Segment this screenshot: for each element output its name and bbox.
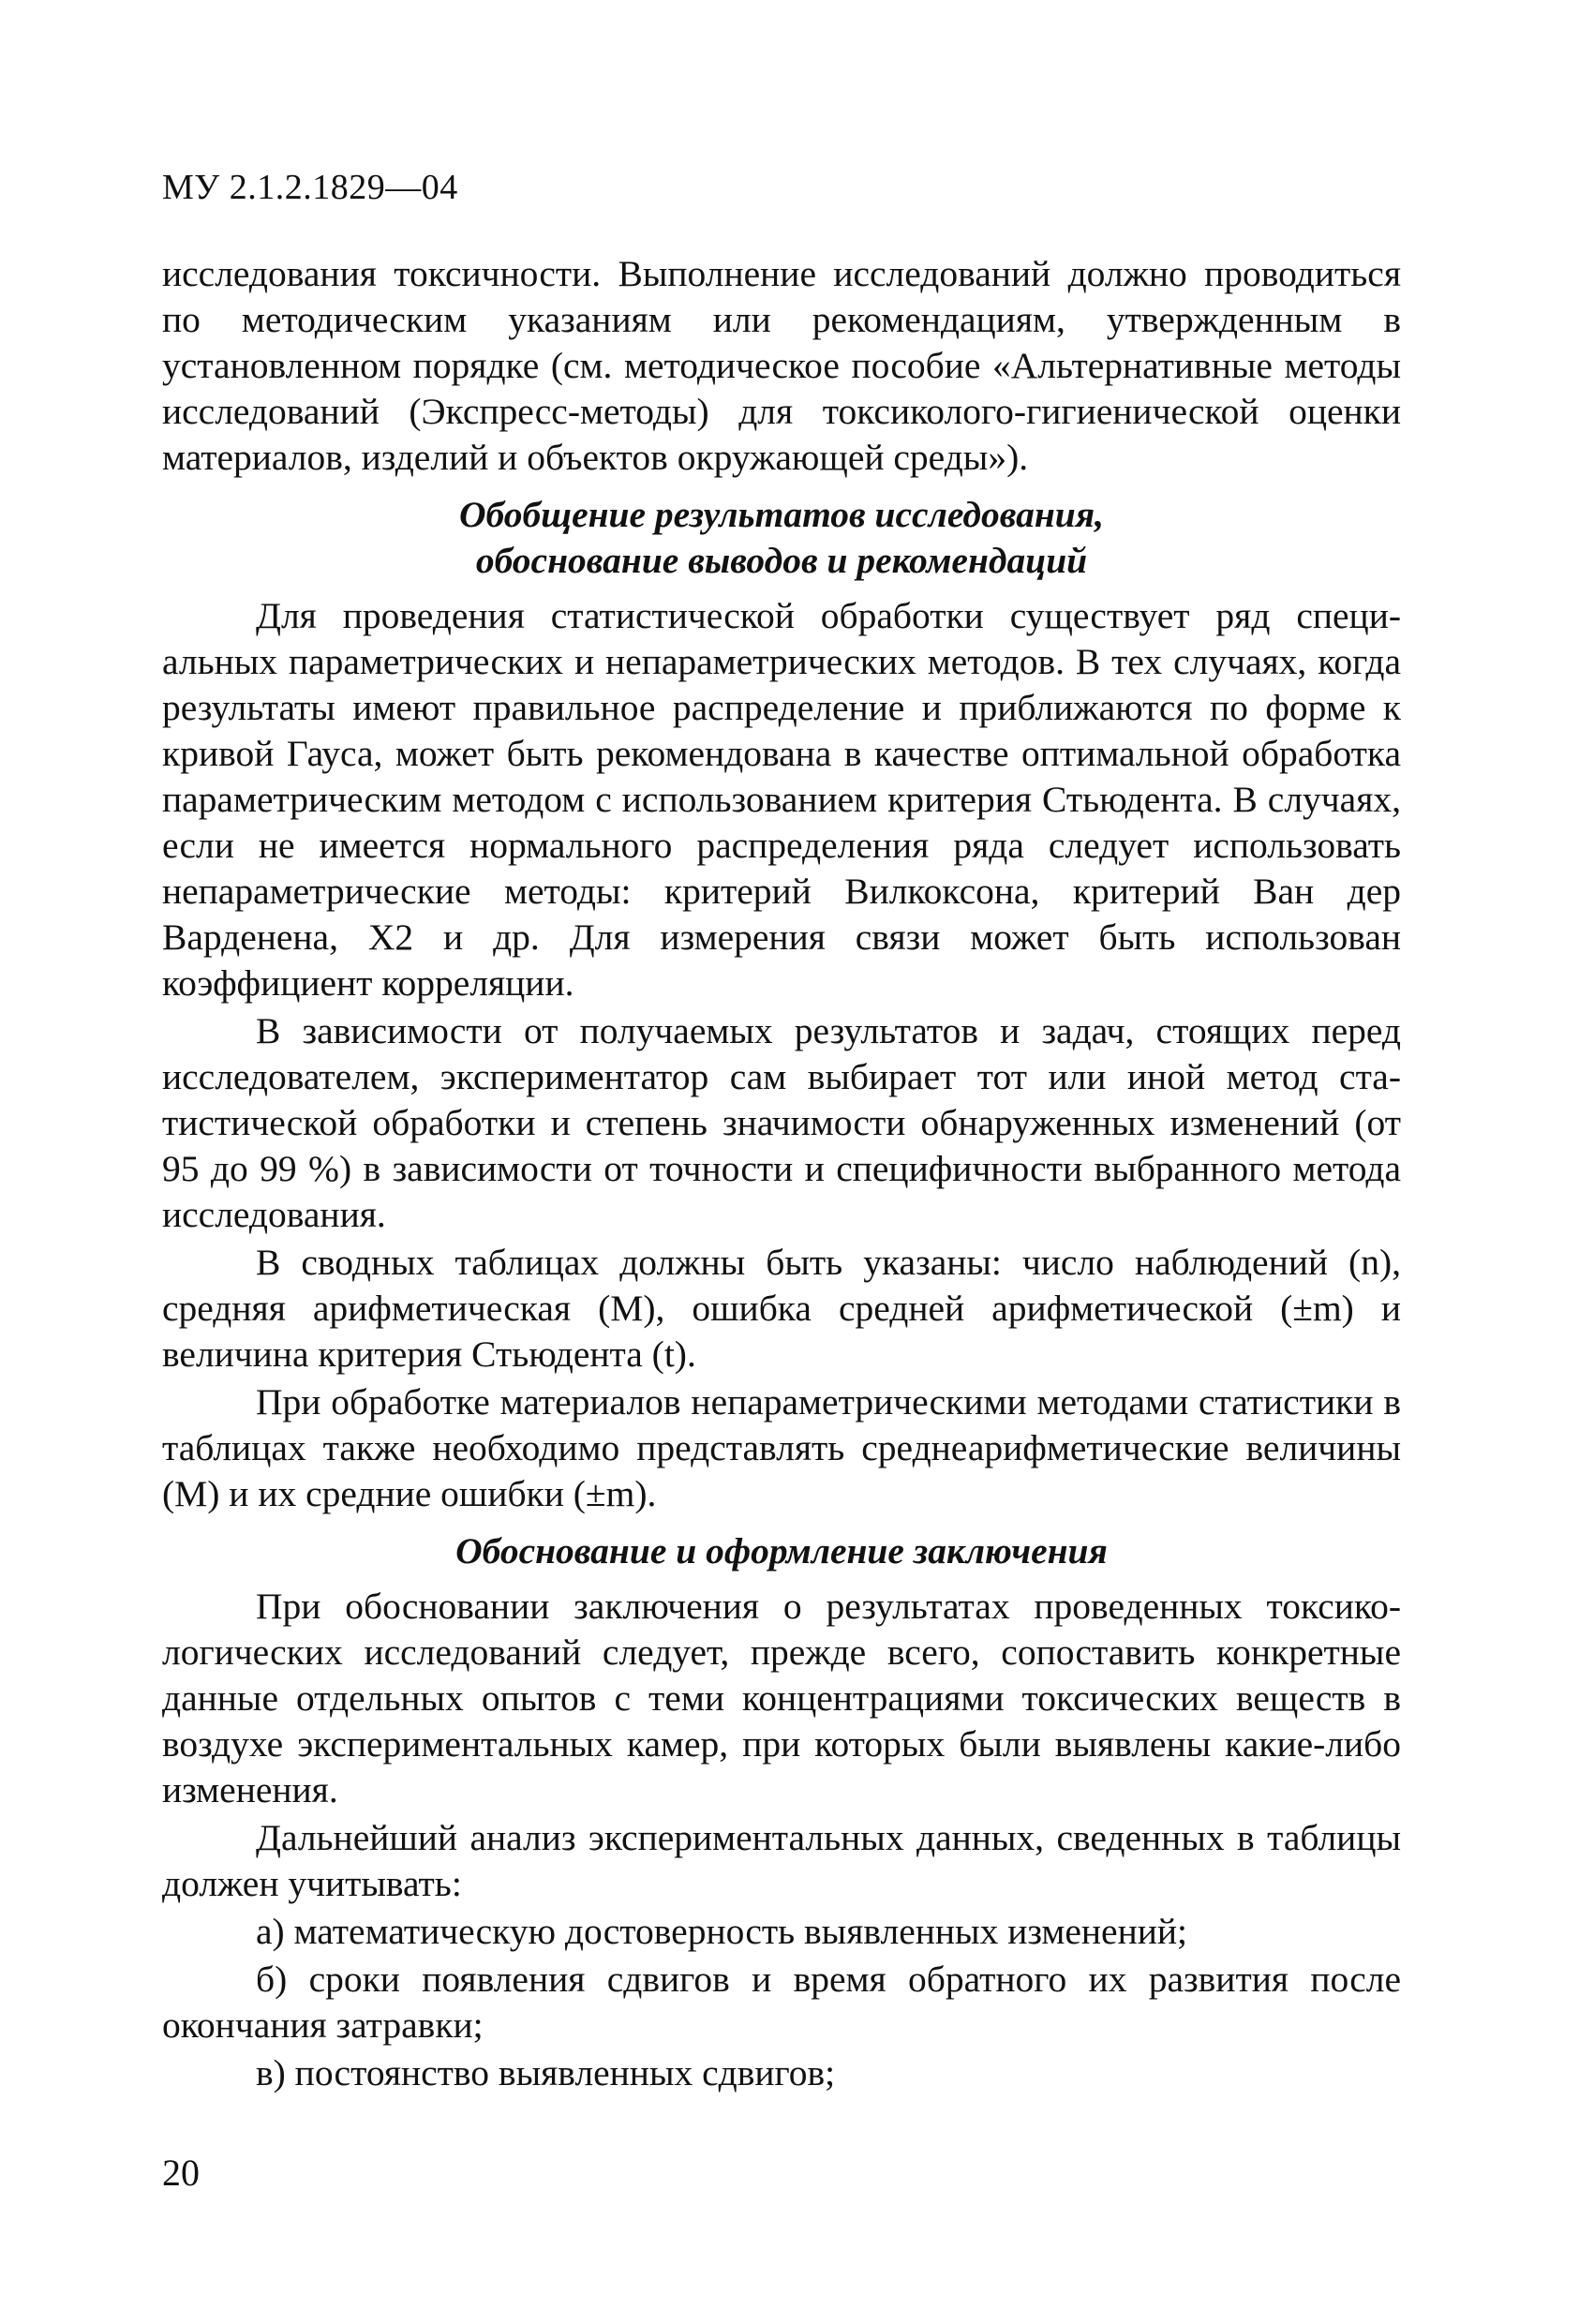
page-number: 20 [162, 2152, 200, 2194]
paragraph-statistical-methods: Для проведения статистической обработки существует ряд специальных параметрических и непараметрических методов. В тех случаях, когда результаты имеют правильное распределение и приближаются по форме к кривой Гауса, может быть рекомендована в качестве оптимальной обработка параметрическим методом с использованием критерия Стьюдента. В случаях, если не имеется нормального распределения ряда следует использовать непараметрические методы: критерий Вилкоксона, критерий Ван дер Варденена, Х2 и др. Для измерения связи может быть использован коэффициент корреляции. [162, 595, 1401, 1004]
section-heading-conclusion: Обоснование и оформление заключения [455, 1530, 1108, 1572]
paragraph-method-choice: В зависимости от получаемых результатов и задач, стоящих перед исследователем, экспериментатор сам выбирает тот или иной метод статистической обработки и степень значимости обнаруженных изменений (от 95 до 99 %) в зависимости от точности и специфичности выбранного метода исследования. [162, 1010, 1401, 1235]
document-code: МУ 2.1.2.1829—04 [162, 168, 458, 207]
list-item-c: в) постоянство выявленных сдвигов; [256, 2052, 836, 2093]
list-item-b: б) сроки появления сдвигов и время обратного их развития после окончания затравки; [162, 1959, 1401, 2046]
section-heading-line-1: Обобщение результатов исследования, [458, 494, 1104, 535]
section-heading-line-2: обоснование выводов и рекомендаций [475, 540, 1088, 581]
paragraph-nonparametric: При обработке материалов непараметрическими методами статистики в таблицах также необходимо представлять среднеарифметические величины (М) и их средние ошибки (±m). [162, 1381, 1401, 1514]
page-body [162, 251, 1401, 2098]
paragraph-conclusion-basis: При обосновании заключения о результатах проведенных токсикологических исследований следует, прежде всего, сопоставить конкретные данные отдельных опытов с теми концентрациями токсических веществ в воздухе экспериментальных камер, при которых были выявлены какие-либо изменения. [162, 1586, 1401, 1810]
list-item-a: а) математическую достоверность выявленных изменений; [256, 1911, 1187, 1952]
paragraph-summary-tables: В сводных таблицах должны быть указаны: число наблюдений (n), средняя арифметическая (М), ошибка средней арифметической (±m) и величина критерия Стьюдента (t). [162, 1242, 1401, 1375]
paragraph-further-analysis: Дальнейший анализ экспериментальных данных, сведенных в таблицы должен учитывать: [162, 1817, 1401, 1904]
paragraph-toxicity-studies: исследования токсичности. Выполнение исследований должно проводиться по методическим указаниям или рекомендациям, утвержденным в установленном порядке (см. методическое пособие «Альтернативные методы исследований (Экспресс-методы) для токсиколого-гигиенической оценки материалов, изделий и объектов окружающей среды»). [162, 253, 1401, 478]
section-heading-results-summary [162, 492, 1401, 584]
